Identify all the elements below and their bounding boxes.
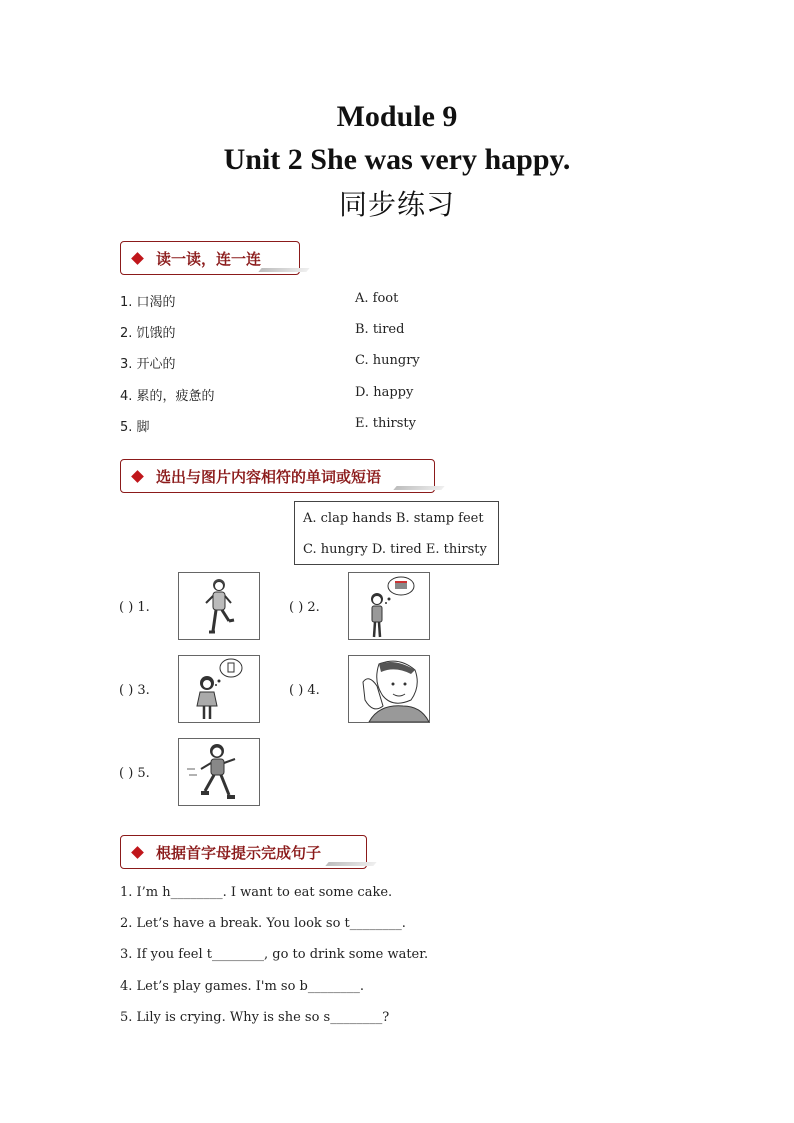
boy-thinking-of-food-icon (348, 572, 430, 640)
sentence-item: 4. Let’s play games. I'm so b________. (120, 979, 365, 994)
answer-blank-5[interactable]: ( ) 5. (119, 766, 150, 781)
section1-heading-label: 读一读，连一连 (156, 249, 262, 268)
answer-blank-1[interactable]: ( ) 1. (119, 600, 150, 615)
section1-heading-shadow (258, 268, 309, 272)
answer-blank-4[interactable]: ( ) 4. (289, 683, 320, 698)
section3-heading-label: 根据首字母提示完成句子 (156, 843, 322, 862)
unit-title: Unit 2 She was very happy. (223, 143, 571, 176)
girl-stamping-feet-icon (178, 572, 260, 640)
match-right-item: A. foot (355, 291, 399, 306)
boy-running-tired-icon (178, 738, 260, 806)
match-left-item: 1. 口渴的 (120, 295, 176, 310)
match-left-item: 3. 开心的 (120, 357, 176, 372)
answer-blank-3[interactable]: ( ) 3. (119, 683, 150, 698)
match-left-item: 5. 脚 (120, 420, 150, 435)
sentence-item: 3. If you feel t________, go to drink some water. (120, 947, 429, 962)
sentence-item: 2. Let’s have a break. You look so t________. (120, 916, 406, 931)
girl-thinking-of-drink-icon (178, 655, 260, 723)
match-left-item: 2. 饥饿的 (120, 326, 176, 341)
child-clapping-hands-icon (348, 655, 430, 723)
options-box (294, 501, 499, 565)
diamond-bullet-icon (131, 846, 144, 859)
page-subtitle: 同步练习 (338, 188, 455, 221)
match-right-item: C. hungry (355, 353, 420, 368)
answer-blank-2[interactable]: ( ) 2. (289, 600, 320, 615)
section2-heading (120, 459, 435, 493)
section3-heading-shadow (325, 862, 376, 866)
match-left-item: 4. 累的，疲惫的 (120, 389, 215, 404)
match-right-item: E. thirsty (355, 416, 416, 431)
match-right-item: D. happy (355, 385, 414, 400)
section2-heading-shadow (393, 486, 444, 490)
sentence-item: 1. I’m h________. I want to eat some cake. (120, 885, 393, 900)
module-title: Module 9 (336, 100, 458, 133)
section2-heading-label: 选出与图片内容相符的单词或短语 (156, 467, 382, 486)
diamond-bullet-icon (131, 470, 144, 483)
sentence-item: 5. Lily is crying. Why is she so s________? (120, 1010, 390, 1025)
options-line-1: A. clap hands B. stamp feet (303, 511, 484, 526)
options-line-2: C. hungry D. tired E. thirsty (303, 542, 487, 557)
match-right-item: B. tired (355, 322, 405, 337)
diamond-bullet-icon (131, 252, 144, 265)
